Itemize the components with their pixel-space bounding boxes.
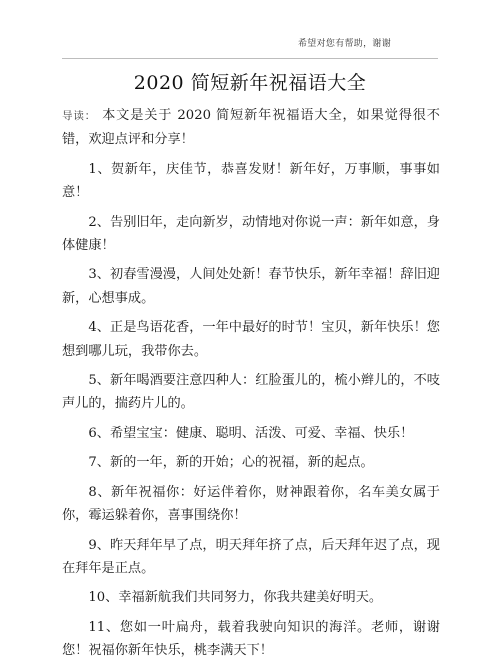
page-title: 2020 简短新年祝福语大全 — [133, 72, 367, 94]
blessing-paragraph-10: 10、幸福新航我们共同努力，你我共建美好明天。 — [88, 590, 383, 606]
blessing-paragraph-8: 8、新年祝福你：好运伴着你，财神跟着你，名车美女属于你，霉运躲着你，喜事围绕你！ — [62, 484, 440, 524]
guide-paragraph — [62, 104, 440, 152]
blessing-paragraph-3: 3、初春雪漫漫，人间处处新！春节快乐，新年幸福！辞旧迎新，心想事成。 — [62, 267, 440, 306]
guide-text: 本文是关于 2020 简短新年祝福语大全，如果觉得很不错，欢迎点评和分享！ — [62, 108, 440, 148]
guide-label: 导读： — [62, 110, 97, 122]
blessing-paragraph-11: 11、您如一叶扁舟，载着我驶向知识的海洋。老师，谢谢您！祝福你新年快乐，桃李满天下！ — [62, 619, 440, 659]
blessing-paragraph-2: 2、告别旧年，走向新岁，动情地对你说一声：新年如意，身体健康！ — [62, 214, 440, 254]
blessing-paragraph-7: 7、新的一年，新的开始；心的祝福，新的起点。 — [88, 455, 374, 471]
header-divider — [62, 58, 438, 59]
document-body — [62, 104, 440, 669]
blessing-paragraph-9: 9、昨天拜年早了点，明天拜年挤了点，后天拜年迟了点，现在拜年是正点。 — [62, 537, 440, 576]
header-note: 希望对您有帮助，谢谢 — [298, 39, 392, 49]
blessing-paragraph-4: 4、正是鸟语花香，一年中最好的时节！宝贝，新年快乐！您想到哪儿玩，我带你去。 — [62, 320, 440, 359]
blessing-paragraph-1: 1、贺新年，庆佳节，恭喜发财！新年好，万事顺，事事如意！ — [62, 161, 440, 201]
blessing-paragraph-5: 5、新年喝酒要注意四种人：红脸蛋儿的，梳小辫儿的，不吱声儿的，揣药片儿的。 — [62, 373, 440, 412]
blessing-paragraph-6: 6、希望宝宝：健康、聪明、活泼、可爱、幸福、快乐！ — [88, 425, 414, 441]
